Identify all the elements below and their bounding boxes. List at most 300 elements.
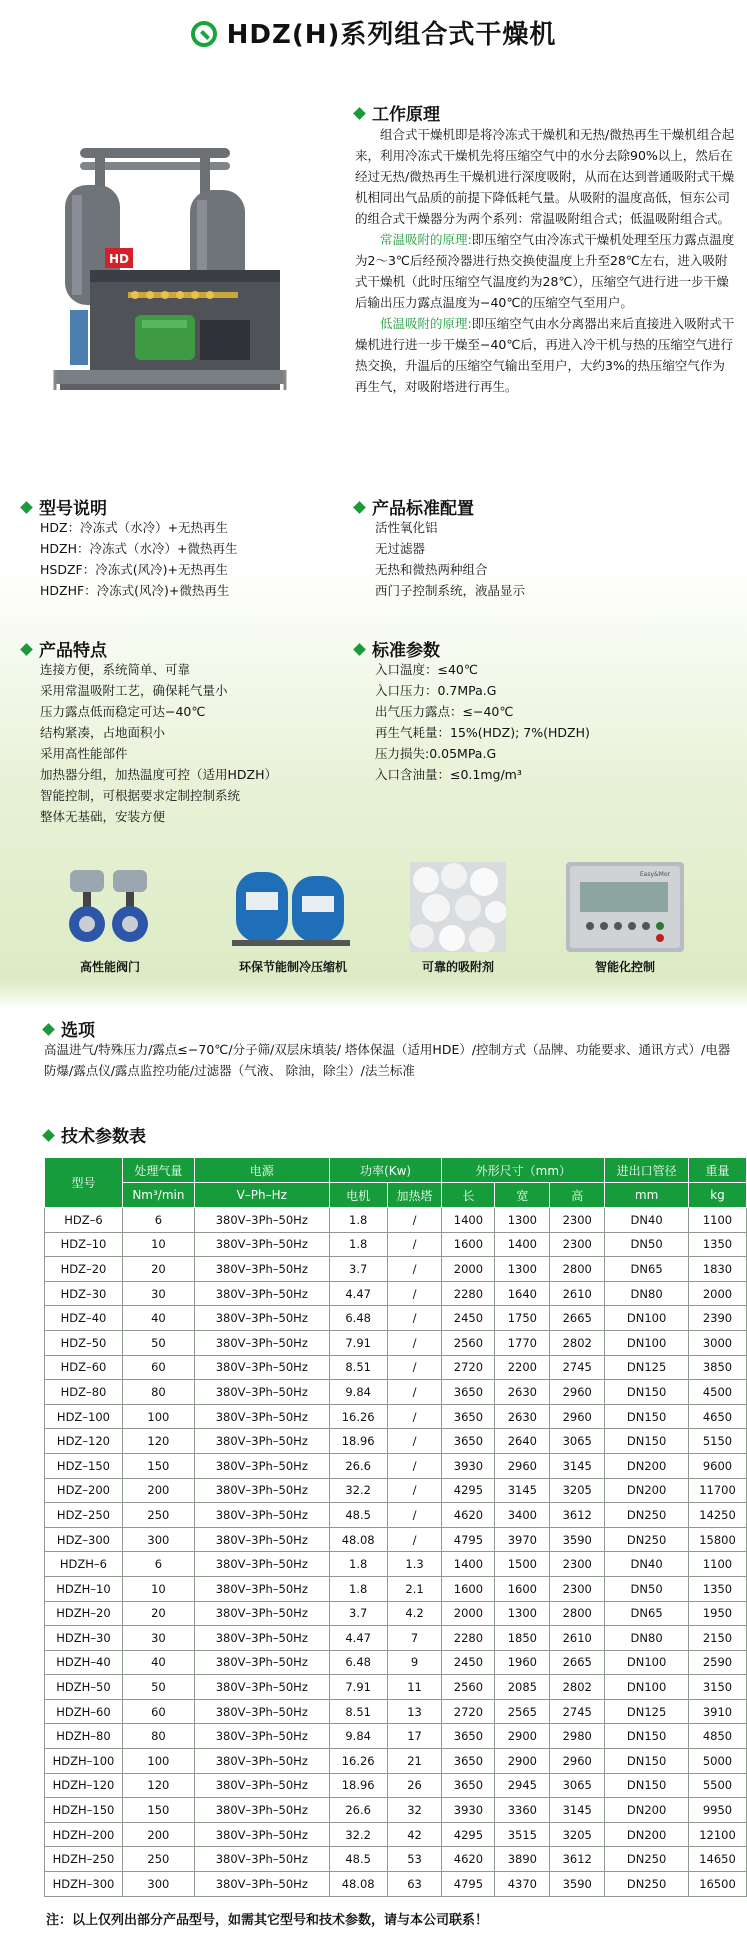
table-row bbox=[45, 1626, 747, 1651]
table-cell: DN50 bbox=[605, 1576, 689, 1601]
table-cell: 5150 bbox=[689, 1429, 747, 1454]
table-cell: 2745 bbox=[550, 1699, 605, 1724]
table-cell: 380V–3Ph–50Hz bbox=[194, 1601, 329, 1626]
table-cell: 1300 bbox=[495, 1208, 550, 1233]
table-row bbox=[45, 1650, 747, 1675]
col-power: 功率(Kw) bbox=[329, 1158, 442, 1183]
table-cell: 100 bbox=[122, 1749, 194, 1774]
table-row bbox=[45, 1773, 747, 1798]
table-cell: DN150 bbox=[605, 1404, 689, 1429]
table-cell: 10 bbox=[122, 1232, 194, 1257]
list-item: 入口压力：0.7MPa.G bbox=[375, 683, 497, 698]
compressor-label: 环保节能制冷压缩机 bbox=[238, 960, 347, 974]
table-cell: 3910 bbox=[689, 1699, 747, 1724]
col-pipe: 进出口管径 bbox=[605, 1158, 689, 1183]
table-cell: / bbox=[387, 1281, 442, 1306]
table-cell: 13 bbox=[387, 1699, 442, 1724]
table-cell: 2300 bbox=[550, 1208, 605, 1233]
table-cell: / bbox=[387, 1330, 442, 1355]
table-cell: 3145 bbox=[495, 1478, 550, 1503]
table-cell: 2665 bbox=[550, 1306, 605, 1331]
table-cell: 250 bbox=[122, 1503, 194, 1528]
table-cell: 3150 bbox=[689, 1675, 747, 1700]
table-cell: 1950 bbox=[689, 1601, 747, 1626]
table-cell: 3650 bbox=[442, 1429, 495, 1454]
adsorbent-label: 可靠的吸附剂 bbox=[421, 960, 494, 974]
table-cell: 26.6 bbox=[329, 1453, 387, 1478]
table-row bbox=[45, 1798, 747, 1823]
table-cell: DN65 bbox=[605, 1257, 689, 1282]
table-cell: / bbox=[387, 1208, 442, 1233]
list-item: 采用常温吸附工艺，确保耗气量小 bbox=[40, 683, 228, 698]
table-cell: 20 bbox=[122, 1257, 194, 1282]
table-cell: / bbox=[387, 1527, 442, 1552]
table-row bbox=[45, 1872, 747, 1897]
table-cell: 1.8 bbox=[329, 1552, 387, 1577]
table-cell: 380V–3Ph–50Hz bbox=[194, 1749, 329, 1774]
table-cell: 1500 bbox=[495, 1552, 550, 1577]
table-cell: HDZH–50 bbox=[45, 1675, 123, 1700]
principle-paragraph-1: 组合式干燥机即是将冷冻式干燥机和无热/微热再生干燥机组合起来，利用冷冻式干燥机先将压缩空气中的水分去除90%以上，然后在经过无热/微热再生干燥机进行深度吸附，从而在达到普通吸附式干燥机相同出气品质的前提下降低耗气量。从吸附的温度高低，恒东公司的组合式干燥器分为两个系列：常温吸附组合式；低温吸附组合式。 bbox=[355, 127, 735, 226]
table-cell: 63 bbox=[387, 1872, 442, 1897]
company-logo-icon bbox=[191, 21, 217, 47]
standard-config-list bbox=[375, 517, 525, 601]
table-cell: 3205 bbox=[550, 1478, 605, 1503]
table-cell: 50 bbox=[122, 1675, 194, 1700]
unit-height: 高 bbox=[550, 1183, 605, 1208]
table-header-row bbox=[45, 1158, 747, 1183]
table-cell: DN100 bbox=[605, 1650, 689, 1675]
table-cell: 380V–3Ph–50Hz bbox=[194, 1380, 329, 1405]
table-row bbox=[45, 1429, 747, 1454]
table-cell: 2720 bbox=[442, 1699, 495, 1724]
table-cell: 2745 bbox=[550, 1355, 605, 1380]
table-cell: 1300 bbox=[495, 1601, 550, 1626]
table-cell: 40 bbox=[122, 1306, 194, 1331]
principle-paragraph-2: 常温吸附的原理:即压缩空气由冷冻式干燥机处理至压力露点温度为2～3℃后经预冷器进行热交换使温度上升至28℃左右，进入吸附式干燥机（此时压缩空气温度约为28℃），压缩空气进行进一步干燥后输出压力露点温度为−40℃的压缩空气至用户。 bbox=[355, 232, 735, 310]
table-cell: DN80 bbox=[605, 1626, 689, 1651]
bullet-diamond-icon bbox=[42, 1023, 55, 1036]
table-cell: / bbox=[387, 1404, 442, 1429]
table-cell: 2300 bbox=[550, 1232, 605, 1257]
table-cell: 80 bbox=[122, 1380, 194, 1405]
table-cell: 48.08 bbox=[329, 1527, 387, 1552]
table-cell: 150 bbox=[122, 1453, 194, 1478]
table-cell: 2980 bbox=[550, 1724, 605, 1749]
control-panel-image bbox=[566, 862, 684, 952]
table-cell: 2200 bbox=[495, 1355, 550, 1380]
table-cell: DN250 bbox=[605, 1847, 689, 1872]
table-cell: 200 bbox=[122, 1478, 194, 1503]
table-cell: 380V–3Ph–50Hz bbox=[194, 1355, 329, 1380]
table-cell: 3930 bbox=[442, 1798, 495, 1823]
table-cell: 7.91 bbox=[329, 1330, 387, 1355]
table-cell: 1770 bbox=[495, 1330, 550, 1355]
table-row bbox=[45, 1281, 747, 1306]
list-item: 无热和微热两种组合 bbox=[375, 562, 488, 577]
table-cell: 2590 bbox=[689, 1650, 747, 1675]
table-cell: 3515 bbox=[495, 1822, 550, 1847]
list-item: 整体无基础，安装方便 bbox=[40, 809, 166, 824]
table-cell: HDZ–100 bbox=[45, 1404, 123, 1429]
machine-badge: HD bbox=[108, 252, 130, 266]
table-cell: 380V–3Ph–50Hz bbox=[194, 1257, 329, 1282]
table-cell: 5500 bbox=[689, 1773, 747, 1798]
table-cell: / bbox=[387, 1232, 442, 1257]
table-cell: / bbox=[387, 1478, 442, 1503]
table-cell: 3065 bbox=[550, 1773, 605, 1798]
table-cell: 1300 bbox=[495, 1257, 550, 1282]
table-cell: 380V–3Ph–50Hz bbox=[194, 1699, 329, 1724]
table-cell: 4795 bbox=[442, 1527, 495, 1552]
table-cell: 1830 bbox=[689, 1257, 747, 1282]
table-cell: HDZH–150 bbox=[45, 1798, 123, 1823]
list-item: 无过滤器 bbox=[375, 541, 426, 556]
models-list bbox=[40, 517, 237, 601]
table-row bbox=[45, 1847, 747, 1872]
table-row bbox=[45, 1552, 747, 1577]
table-cell: 16500 bbox=[689, 1872, 747, 1897]
bullet-diamond-icon bbox=[353, 643, 366, 656]
table-cell: 8.51 bbox=[329, 1699, 387, 1724]
table-cell: 3650 bbox=[442, 1380, 495, 1405]
table-cell: 2.1 bbox=[387, 1576, 442, 1601]
table-cell: 2960 bbox=[550, 1404, 605, 1429]
table-cell: DN150 bbox=[605, 1749, 689, 1774]
table-cell: 8.51 bbox=[329, 1355, 387, 1380]
table-cell: 120 bbox=[122, 1429, 194, 1454]
table-cell: 3065 bbox=[550, 1429, 605, 1454]
table-cell: 2085 bbox=[495, 1675, 550, 1700]
table-cell: 3612 bbox=[550, 1847, 605, 1872]
table-cell: 17 bbox=[387, 1724, 442, 1749]
page-title-text: HDZ(H)系列组合式干燥机 bbox=[226, 20, 557, 50]
table-subheader-row bbox=[45, 1183, 747, 1208]
control-label: 智能化控制 bbox=[594, 960, 655, 974]
unit-length: 长 bbox=[442, 1183, 495, 1208]
table-cell: HDZ–30 bbox=[45, 1281, 123, 1306]
table-cell: 1.8 bbox=[329, 1232, 387, 1257]
col-weight: 重量 bbox=[689, 1158, 747, 1183]
table-row bbox=[45, 1330, 747, 1355]
table-row bbox=[45, 1478, 747, 1503]
unit-width: 宽 bbox=[495, 1183, 550, 1208]
table-cell: 2960 bbox=[550, 1380, 605, 1405]
spec-table bbox=[44, 1157, 747, 1897]
table-cell: HDZH–300 bbox=[45, 1872, 123, 1897]
table-cell: / bbox=[387, 1453, 442, 1478]
table-cell: 1350 bbox=[689, 1232, 747, 1257]
table-cell: DN40 bbox=[605, 1208, 689, 1233]
table-cell: 3205 bbox=[550, 1822, 605, 1847]
table-cell: DN200 bbox=[605, 1798, 689, 1823]
table-cell: 380V–3Ph–50Hz bbox=[194, 1208, 329, 1233]
list-item: 入口含油量：≤0.1mg/m³ bbox=[375, 767, 522, 782]
col-power-supply: 电源 bbox=[194, 1158, 329, 1183]
table-cell: DN250 bbox=[605, 1503, 689, 1528]
list-item: 再生气耗量：15%(HDZ); 7%(HDZH) bbox=[375, 725, 590, 740]
table-cell: 12100 bbox=[689, 1822, 747, 1847]
table-cell: 380V–3Ph–50Hz bbox=[194, 1478, 329, 1503]
table-row bbox=[45, 1208, 747, 1233]
table-cell: 3400 bbox=[495, 1503, 550, 1528]
table-cell: DN100 bbox=[605, 1675, 689, 1700]
table-row bbox=[45, 1306, 747, 1331]
compressor-image bbox=[228, 862, 358, 952]
table-cell: 10 bbox=[122, 1576, 194, 1601]
table-cell: 380V–3Ph–50Hz bbox=[194, 1330, 329, 1355]
table-cell: 2000 bbox=[689, 1281, 747, 1306]
table-cell: 5000 bbox=[689, 1749, 747, 1774]
table-cell: HDZ–150 bbox=[45, 1453, 123, 1478]
table-cell: 380V–3Ph–50Hz bbox=[194, 1232, 329, 1257]
unit-power-supply: V–Ph–Hz bbox=[194, 1183, 329, 1208]
table-cell: 2300 bbox=[550, 1576, 605, 1601]
table-cell: 3360 bbox=[495, 1798, 550, 1823]
table-cell: HDZ–50 bbox=[45, 1330, 123, 1355]
table-row bbox=[45, 1699, 747, 1724]
table-cell: 2000 bbox=[442, 1257, 495, 1282]
unit-capacity: Nm³/min bbox=[122, 1183, 194, 1208]
table-cell: 3145 bbox=[550, 1798, 605, 1823]
table-cell: HDZH–120 bbox=[45, 1773, 123, 1798]
table-cell: 1960 bbox=[495, 1650, 550, 1675]
params-heading: 标准参数 bbox=[355, 636, 440, 661]
table-cell: HDZH–250 bbox=[45, 1847, 123, 1872]
table-cell: DN200 bbox=[605, 1453, 689, 1478]
table-cell: 1750 bbox=[495, 1306, 550, 1331]
unit-motor: 电机 bbox=[329, 1183, 387, 1208]
table-cell: 3590 bbox=[550, 1527, 605, 1552]
table-cell: 2960 bbox=[550, 1749, 605, 1774]
table-cell: 3970 bbox=[495, 1527, 550, 1552]
spec-table-heading: 技术参数表 bbox=[44, 1122, 146, 1147]
table-cell: DN125 bbox=[605, 1699, 689, 1724]
list-item: HSDZF：冷冻式(风冷)+无热再生 bbox=[40, 562, 228, 577]
table-cell: 48.5 bbox=[329, 1847, 387, 1872]
list-item: 活性氧化铝 bbox=[375, 520, 438, 535]
table-cell: 1.8 bbox=[329, 1576, 387, 1601]
unit-weight: kg bbox=[689, 1183, 747, 1208]
valve-image bbox=[45, 862, 175, 952]
table-cell: 2000 bbox=[442, 1601, 495, 1626]
table-cell: 200 bbox=[122, 1822, 194, 1847]
table-cell: HDZH–200 bbox=[45, 1822, 123, 1847]
table-cell: 32 bbox=[387, 1798, 442, 1823]
table-cell: DN250 bbox=[605, 1872, 689, 1897]
table-cell: / bbox=[387, 1503, 442, 1528]
table-cell: 16.26 bbox=[329, 1404, 387, 1429]
table-cell: 7.91 bbox=[329, 1675, 387, 1700]
table-cell: 9.84 bbox=[329, 1380, 387, 1405]
table-cell: 4370 bbox=[495, 1872, 550, 1897]
table-cell: 2900 bbox=[495, 1749, 550, 1774]
table-cell: 1850 bbox=[495, 1626, 550, 1651]
table-cell: 18.96 bbox=[329, 1773, 387, 1798]
table-cell: DN65 bbox=[605, 1601, 689, 1626]
table-cell: 250 bbox=[122, 1847, 194, 1872]
table-cell: 380V–3Ph–50Hz bbox=[194, 1822, 329, 1847]
table-cell: 380V–3Ph–50Hz bbox=[194, 1675, 329, 1700]
table-cell: 3145 bbox=[550, 1453, 605, 1478]
table-cell: HDZ–20 bbox=[45, 1257, 123, 1282]
table-cell: DN150 bbox=[605, 1380, 689, 1405]
principle-heading: 工作原理 bbox=[355, 100, 440, 125]
table-cell: 380V–3Ph–50Hz bbox=[194, 1847, 329, 1872]
table-cell: 4650 bbox=[689, 1404, 747, 1429]
valve-label: 高性能阀门 bbox=[79, 960, 140, 974]
table-cell: 3612 bbox=[550, 1503, 605, 1528]
table-cell: 11 bbox=[387, 1675, 442, 1700]
table-cell: 380V–3Ph–50Hz bbox=[194, 1626, 329, 1651]
table-cell: DN200 bbox=[605, 1478, 689, 1503]
table-cell: HDZ–40 bbox=[45, 1306, 123, 1331]
table-cell: 380V–3Ph–50Hz bbox=[194, 1306, 329, 1331]
low-temp-label: 低温吸附的原理: bbox=[380, 316, 472, 331]
table-cell: / bbox=[387, 1355, 442, 1380]
table-cell: 32.2 bbox=[329, 1822, 387, 1847]
list-item: 结构紧凑，占地面积小 bbox=[40, 725, 166, 740]
models-heading: 型号说明 bbox=[22, 494, 107, 519]
table-row bbox=[45, 1749, 747, 1774]
list-item: 加热器分组，加热温度可控（适用HDZH） bbox=[40, 767, 277, 782]
table-cell: 380V–3Ph–50Hz bbox=[194, 1773, 329, 1798]
table-cell: 3590 bbox=[550, 1872, 605, 1897]
table-cell: 15800 bbox=[689, 1527, 747, 1552]
table-cell: 100 bbox=[122, 1404, 194, 1429]
table-cell: 2280 bbox=[442, 1281, 495, 1306]
table-cell: 1400 bbox=[442, 1208, 495, 1233]
table-cell: 40 bbox=[122, 1650, 194, 1675]
table-cell: 3.7 bbox=[329, 1601, 387, 1626]
table-cell: 6.48 bbox=[329, 1650, 387, 1675]
table-cell: 30 bbox=[122, 1626, 194, 1651]
table-cell: HDZ–60 bbox=[45, 1355, 123, 1380]
table-cell: 380V–3Ph–50Hz bbox=[194, 1527, 329, 1552]
table-cell: 2960 bbox=[495, 1453, 550, 1478]
table-row bbox=[45, 1724, 747, 1749]
table-cell: 7 bbox=[387, 1626, 442, 1651]
list-item: 智能控制，可根据要求定制控制系统 bbox=[40, 788, 241, 803]
table-cell: 2610 bbox=[550, 1281, 605, 1306]
table-cell: 9600 bbox=[689, 1453, 747, 1478]
table-row bbox=[45, 1232, 747, 1257]
table-cell: DN200 bbox=[605, 1822, 689, 1847]
table-cell: 2800 bbox=[550, 1601, 605, 1626]
table-cell: 300 bbox=[122, 1527, 194, 1552]
table-cell: 380V–3Ph–50Hz bbox=[194, 1453, 329, 1478]
table-cell: HDZH–40 bbox=[45, 1650, 123, 1675]
table-cell: 2560 bbox=[442, 1675, 495, 1700]
table-cell: 14650 bbox=[689, 1847, 747, 1872]
table-cell: 1.8 bbox=[329, 1208, 387, 1233]
table-cell: 1600 bbox=[442, 1232, 495, 1257]
table-cell: 2640 bbox=[495, 1429, 550, 1454]
bullet-diamond-icon bbox=[353, 107, 366, 120]
table-cell: 1600 bbox=[442, 1576, 495, 1601]
table-cell: 4620 bbox=[442, 1847, 495, 1872]
table-cell: 380V–3Ph–50Hz bbox=[194, 1576, 329, 1601]
table-cell: HDZ–200 bbox=[45, 1478, 123, 1503]
table-cell: 53 bbox=[387, 1847, 442, 1872]
table-cell: 3.7 bbox=[329, 1257, 387, 1282]
table-cell: 2450 bbox=[442, 1306, 495, 1331]
table-cell: 1350 bbox=[689, 1576, 747, 1601]
table-cell: 20 bbox=[122, 1601, 194, 1626]
table-cell: 150 bbox=[122, 1798, 194, 1823]
table-cell: 9.84 bbox=[329, 1724, 387, 1749]
table-row bbox=[45, 1503, 747, 1528]
table-cell: 60 bbox=[122, 1699, 194, 1724]
table-cell: 2802 bbox=[550, 1330, 605, 1355]
dryer-machine-image bbox=[50, 140, 290, 415]
table-cell: 4795 bbox=[442, 1872, 495, 1897]
table-cell: 30 bbox=[122, 1281, 194, 1306]
table-cell: 9950 bbox=[689, 1798, 747, 1823]
list-item: HDZ：冷冻式（水冷）+无热再生 bbox=[40, 520, 229, 535]
list-item: 压力露点低而稳定可达−40℃ bbox=[40, 704, 206, 719]
table-cell: 3890 bbox=[495, 1847, 550, 1872]
adsorbent-image bbox=[410, 862, 506, 952]
table-cell: 4295 bbox=[442, 1478, 495, 1503]
table-row bbox=[45, 1453, 747, 1478]
table-cell: 2450 bbox=[442, 1650, 495, 1675]
table-cell: 380V–3Ph–50Hz bbox=[194, 1552, 329, 1577]
table-cell: DN150 bbox=[605, 1429, 689, 1454]
table-cell: 42 bbox=[387, 1822, 442, 1847]
list-item: 连接方便，系统简单、可靠 bbox=[40, 662, 191, 677]
table-cell: 2565 bbox=[495, 1699, 550, 1724]
table-cell: HDZ–300 bbox=[45, 1527, 123, 1552]
table-cell: 2800 bbox=[550, 1257, 605, 1282]
col-capacity: 处理气量 bbox=[122, 1158, 194, 1183]
table-cell: 2280 bbox=[442, 1626, 495, 1651]
list-item: 入口温度：≤40℃ bbox=[375, 662, 478, 677]
list-item: 压力损失:0.05MPa.G bbox=[375, 746, 497, 761]
table-cell: 16.26 bbox=[329, 1749, 387, 1774]
table-cell: 60 bbox=[122, 1355, 194, 1380]
table-cell: 4850 bbox=[689, 1724, 747, 1749]
table-cell: 26.6 bbox=[329, 1798, 387, 1823]
bullet-diamond-icon bbox=[353, 501, 366, 514]
table-cell: 6.48 bbox=[329, 1306, 387, 1331]
table-cell: HDZH–60 bbox=[45, 1699, 123, 1724]
table-cell: HDZ–6 bbox=[45, 1208, 123, 1233]
table-cell: 2300 bbox=[550, 1552, 605, 1577]
unit-pipe: mm bbox=[605, 1183, 689, 1208]
table-cell: 380V–3Ph–50Hz bbox=[194, 1798, 329, 1823]
table-cell: 380V–3Ph–50Hz bbox=[194, 1429, 329, 1454]
table-cell: 3650 bbox=[442, 1724, 495, 1749]
table-cell: 1640 bbox=[495, 1281, 550, 1306]
table-cell: 1600 bbox=[495, 1576, 550, 1601]
list-item: 出气压力露点：≤−40℃ bbox=[375, 704, 514, 719]
table-cell: DN125 bbox=[605, 1355, 689, 1380]
table-cell: HDZ–80 bbox=[45, 1380, 123, 1405]
table-cell: / bbox=[387, 1306, 442, 1331]
table-cell: HDZH–10 bbox=[45, 1576, 123, 1601]
table-cell: 300 bbox=[122, 1872, 194, 1897]
table-row bbox=[45, 1576, 747, 1601]
table-cell: 48.08 bbox=[329, 1872, 387, 1897]
table-cell: 4620 bbox=[442, 1503, 495, 1528]
table-cell: 1400 bbox=[442, 1552, 495, 1577]
table-cell: 380V–3Ph–50Hz bbox=[194, 1503, 329, 1528]
table-cell: HDZ–250 bbox=[45, 1503, 123, 1528]
table-cell: HDZH–20 bbox=[45, 1601, 123, 1626]
table-cell: DN250 bbox=[605, 1527, 689, 1552]
list-item: HDZHF：冷冻式(风冷)+微热再生 bbox=[40, 583, 230, 598]
